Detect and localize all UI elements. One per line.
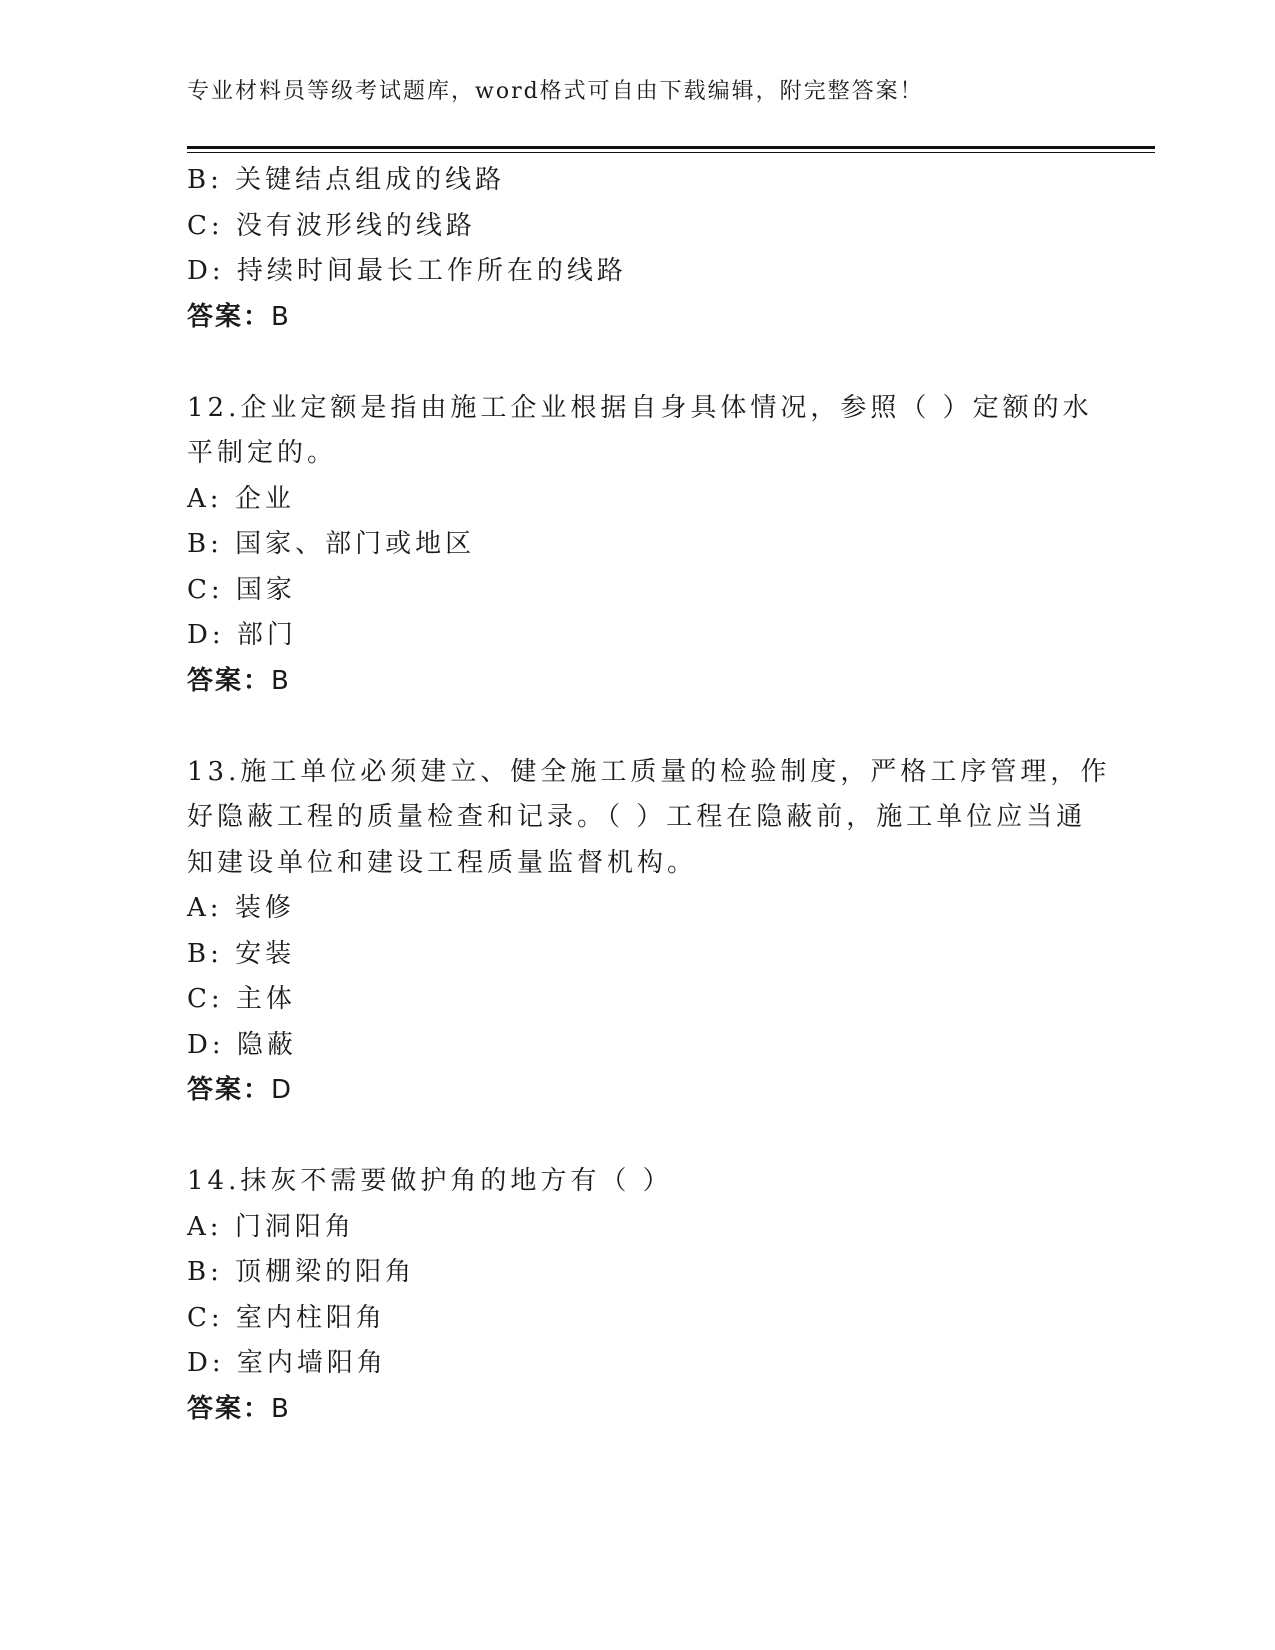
header-rule-thick xyxy=(187,146,1155,149)
option-line: D: 室内墙阳角 xyxy=(187,1348,387,1378)
option-line: C: 主体 xyxy=(187,984,296,1014)
answer-line: 答案：B xyxy=(187,301,291,332)
answer-line: 答案：D xyxy=(187,1075,294,1105)
option-line: B: 国家、部门或地区 xyxy=(187,529,476,559)
option-line: B: 安装 xyxy=(187,938,296,969)
option-line: C: 国家 xyxy=(187,574,296,605)
option-line: D: 隐蔽 xyxy=(187,1029,297,1060)
question-stem: 14.抹灰不需要做护角的地方有（ ） xyxy=(187,1166,673,1196)
answer-line: 答案：B xyxy=(187,665,291,696)
question-stem: 12.企业定额是指由施工企业根据自身具体情况，参照（ ）定额的水 xyxy=(187,392,1093,423)
option-line: A: 装修 xyxy=(187,893,295,923)
option-line: A: 门洞阳角 xyxy=(187,1211,355,1242)
question-stem: 13.施工单位必须建立、健全施工质量的检验制度，严格工序管理，作 xyxy=(187,756,1111,787)
question-content xyxy=(187,158,1111,1432)
option-line: C: 没有波形线的线路 xyxy=(187,210,476,241)
option-line: A: 企业 xyxy=(187,483,295,514)
answer-line: 答案：B xyxy=(187,1393,291,1424)
option-line: D: 持续时间最长工作所在的线路 xyxy=(187,256,627,286)
header-rule-thin xyxy=(187,152,1155,153)
question-stem-continued: 好隐蔽工程的质量检查和记录。（ ）工程在隐蔽前，施工单位应当通 xyxy=(187,802,1087,832)
option-line: B: 顶棚梁的阳角 xyxy=(187,1257,416,1287)
option-line: C: 室内柱阳角 xyxy=(187,1302,386,1333)
option-line: D: 部门 xyxy=(187,620,297,650)
question-stem-continued: 平制定的。 xyxy=(187,438,338,468)
question-stem-continued: 知建设单位和建设工程质量监督机构。 xyxy=(187,847,698,878)
option-line: B: 关键结点组成的线路 xyxy=(187,165,506,195)
page-header: 专业材料员等级考试题库，word格式可自由下载编辑，附完整答案！ xyxy=(187,79,924,104)
